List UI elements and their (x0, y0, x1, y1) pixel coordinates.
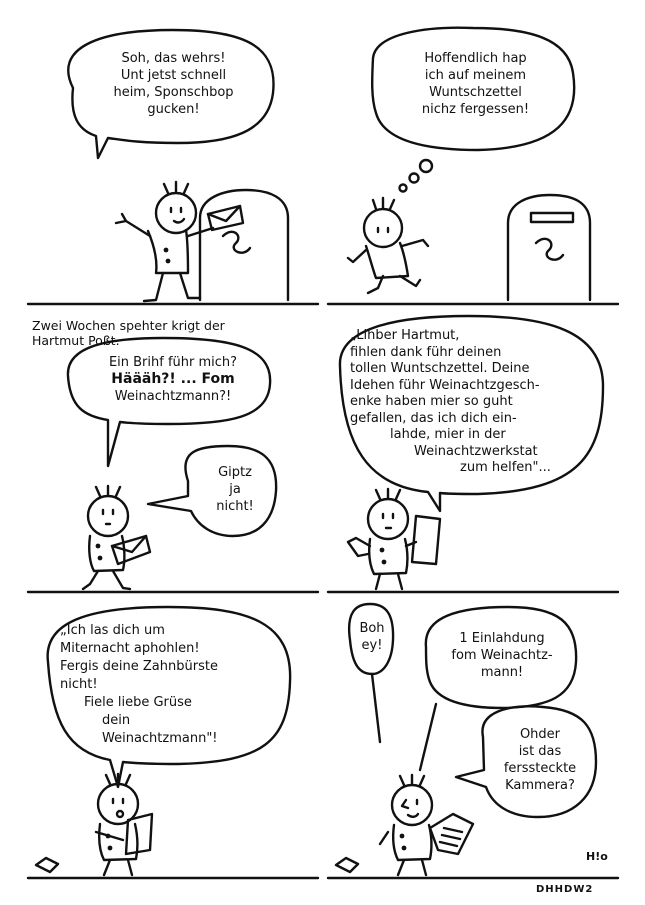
artist-signature: H!o (586, 850, 608, 863)
speech-bubble-3 (76, 354, 270, 405)
speech-line: nicht! (216, 499, 254, 514)
letter-line: fihlen dank führ deinen (350, 344, 502, 360)
speech-line: Weinachtzmann?! (114, 389, 232, 404)
speech-line: fom Weinachtz- (451, 648, 553, 663)
letter-line: „Ich las dich um (60, 623, 165, 638)
letter-line: Weinachtzmann"! (102, 731, 218, 746)
letter-line: „Lihber Hartmut, (350, 328, 460, 343)
panel-2 (328, 18, 618, 308)
speech-line: Ein Brihf führ mich? (108, 355, 238, 370)
panel-5 (28, 592, 318, 882)
caption-line: Hartmut Poßt. (32, 333, 120, 348)
speech-line: Giptz (218, 465, 252, 480)
thought-line: ich auf meinem (424, 68, 527, 83)
speech-line: heim, Sponschbop (113, 85, 234, 100)
panel-3 (28, 306, 318, 596)
footer-credit: DHHDW2 (536, 884, 594, 895)
speech-line: ey! (361, 638, 383, 653)
speech-bubble-6b (428, 630, 576, 681)
speech-line: 1 Einlahdung (459, 631, 545, 646)
panel-6 (328, 592, 618, 882)
speech-line: Soh, das wehrs! (121, 51, 226, 66)
panel-1 (28, 18, 318, 308)
letter-line: lahde, mier in der (390, 427, 506, 442)
speech-line: Ohder (519, 727, 561, 742)
speech-line: Unt jetst schnell (120, 68, 227, 83)
letter-line: Miternacht aphohlen! (60, 641, 200, 656)
speech-bubble-6a (348, 620, 396, 654)
letter-line: Fiele liebe Grüse (84, 695, 192, 710)
thought-line: Hoffendlich hap (424, 51, 527, 66)
speech-line: Kammera? (505, 778, 575, 793)
letter-line: tollen Wuntschzettel. Deine (350, 361, 530, 376)
letter-line: nicht! (60, 677, 98, 692)
letter-line: dein (102, 713, 131, 728)
speech-line: ist das (518, 744, 562, 759)
panel-3-art (28, 306, 318, 596)
letter-line: Idehen führ Weinachtzgesch- (350, 377, 540, 393)
speech-bubble-3b (200, 464, 270, 515)
letter-line: Fergis deine Zahnbürste (60, 659, 218, 674)
letter-text-2 (60, 622, 290, 748)
speech-line: Boh (359, 621, 385, 636)
panel-4 (328, 306, 618, 596)
letter-line: gefallen, das ich dich ein- (350, 410, 517, 426)
letter-line: Weinachtzwerkstat (414, 443, 538, 459)
letter-line: enke haben mier so guht (350, 394, 513, 409)
speech-bubble-6c (486, 726, 594, 794)
thought-line: Wuntschzettel (429, 85, 522, 100)
speech-bubble-1 (76, 50, 271, 118)
speech-line: gucken! (147, 102, 200, 117)
thought-bubble (378, 50, 573, 118)
letter-line: zum helfen"... (460, 460, 551, 475)
speech-line: Häääh?! ... Fom (111, 371, 235, 387)
speech-line: mann! (480, 665, 524, 680)
panel-3-caption (32, 318, 317, 348)
caption-line: Zwei Wochen spehter krigt der (32, 318, 225, 333)
speech-line: ferssteckte (503, 761, 577, 776)
letter-text-1 (350, 328, 600, 477)
speech-line: ja (229, 482, 241, 497)
thought-line: nichz fergessen! (421, 102, 530, 117)
